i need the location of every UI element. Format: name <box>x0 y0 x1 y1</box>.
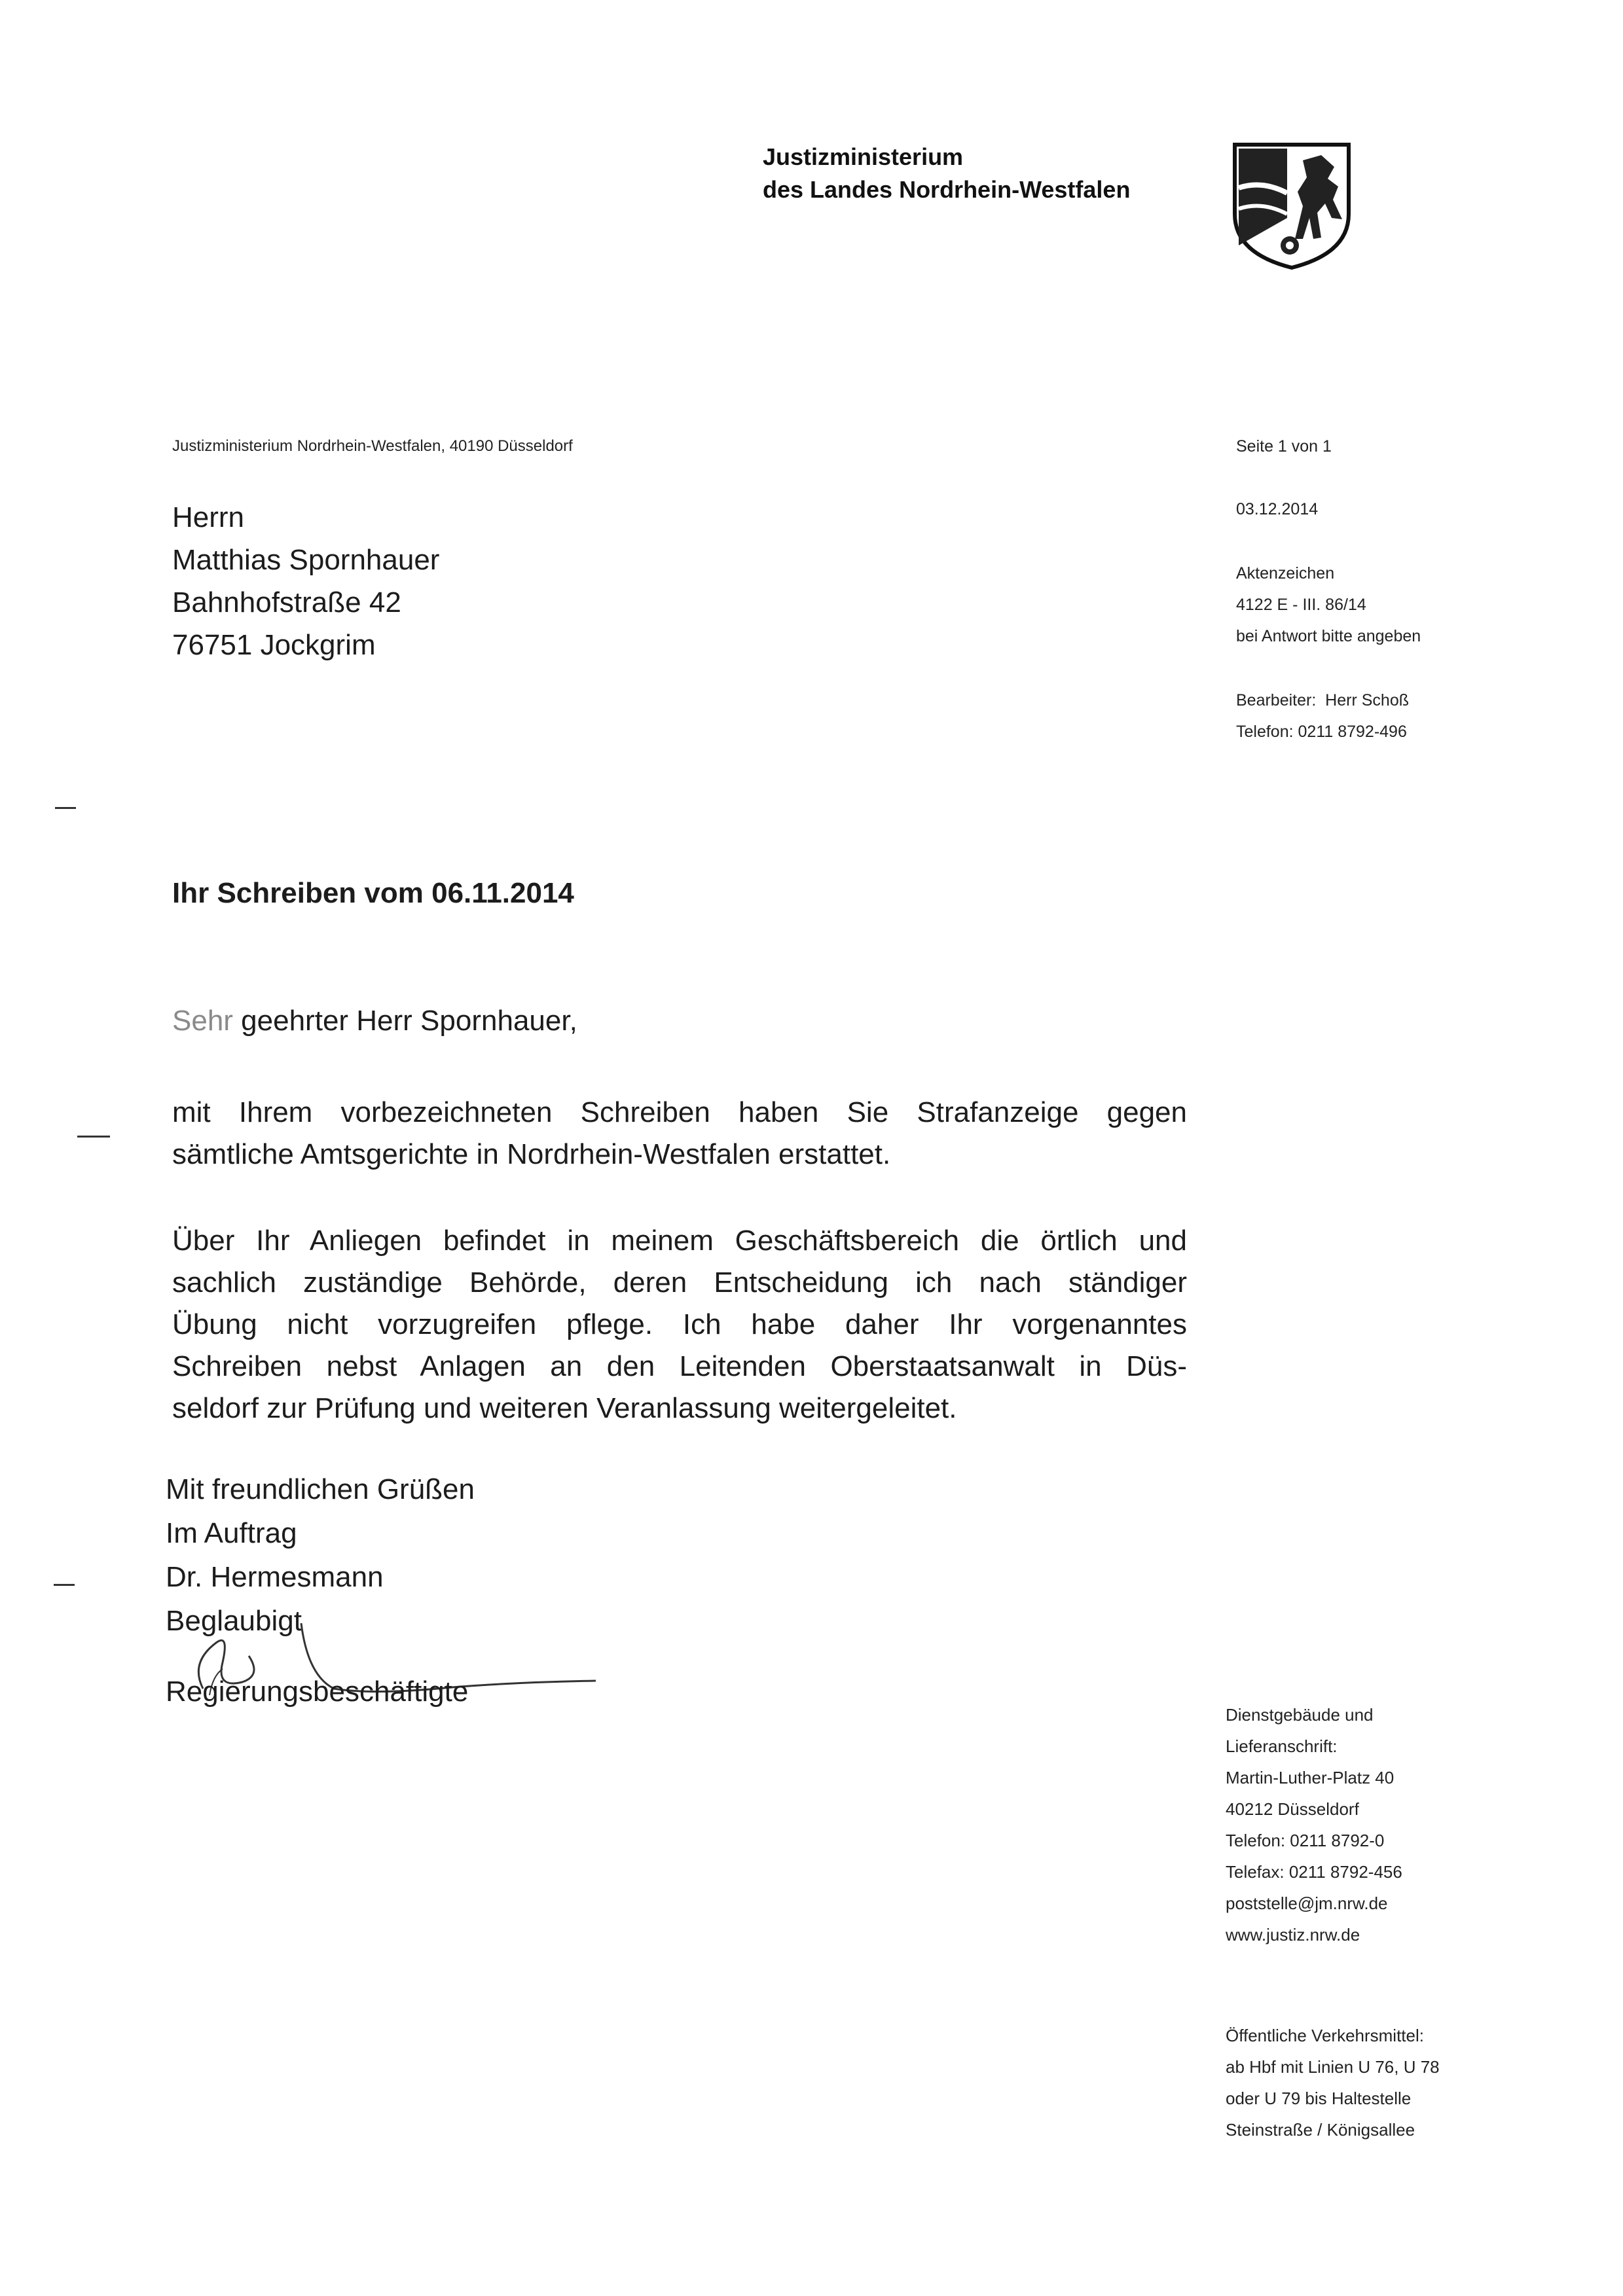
recipient-name: Matthias Spornhauer <box>172 544 440 576</box>
paragraph-line: Schreiben nebst Anlagen an den Leitenden Oberstaatsanwalt in Düs- <box>172 1350 1187 1382</box>
footer-website: www.justiz.nrw.de <box>1226 1925 1360 1945</box>
salutation <box>172 1005 577 1037</box>
paragraph-line: seldorf zur Prüfung und weiteren Veranlassung weitergeleitet. <box>172 1392 957 1424</box>
salutation-rest: geehrter Herr Spornhauer, <box>232 1005 577 1037</box>
return-address: Justizministerium Nordrhein-Westfalen, 40190 Düsseldorf <box>172 437 573 455</box>
fold-mark <box>55 807 76 809</box>
paragraph-line: Über Ihr Anliegen befindet in meinem Geschäftsbereich die örtlich und <box>172 1225 1187 1257</box>
reference-block <box>1236 558 1421 652</box>
closing-greeting: Mit freundlichen Grüßen <box>166 1473 475 1505</box>
footer-line: oder U 79 bis Haltestelle <box>1226 2089 1412 2108</box>
recipient-address <box>172 496 439 666</box>
closing-name: Dr. Hermesmann <box>166 1561 384 1593</box>
salutation-faded-word: Sehr <box>172 1005 233 1037</box>
closing-by-order: Im Auftrag <box>166 1517 297 1549</box>
footer-line: Dienstgebäude und <box>1226 1705 1374 1725</box>
paragraph-line: Übung nicht vorzugreifen pflege. Ich habe daher Ihr vorgenanntes <box>172 1308 1187 1340</box>
reference-label: Aktenzeichen <box>1236 564 1335 583</box>
clerk-block <box>1236 685 1409 747</box>
signer-title: Regierungsbeschäftigte <box>166 1676 469 1708</box>
punch-mark <box>77 1136 110 1138</box>
footer-line: Telefax: 0211 8792-456 <box>1226 1862 1402 1882</box>
footer-line: Martin-Luther-Platz 40 <box>1226 1768 1395 1787</box>
paragraph-line: mit Ihrem vorbezeichneten Schreiben haben Sie Strafanzeige gegen <box>172 1096 1187 1128</box>
footer-line: Telefon: 0211 8792-0 <box>1226 1831 1385 1850</box>
body-paragraph-1 <box>172 1092 1187 1175</box>
letterhead <box>763 141 1130 206</box>
paragraph-line: sachlich zuständige Behörde, deren Entscheidung ich nach ständiger <box>172 1266 1187 1299</box>
footer-line: 40212 Düsseldorf <box>1226 1799 1359 1819</box>
subject-line: Ihr Schreiben vom 06.11.2014 <box>172 877 574 909</box>
footer-line: Steinstraße / Königsallee <box>1226 2120 1415 2140</box>
footer-email: poststelle@jm.nrw.de <box>1226 1893 1388 1913</box>
ministry-state: des Landes Nordrhein-Westfalen <box>763 176 1131 203</box>
recipient-salutation: Herrn <box>172 501 245 533</box>
letter-date: 03.12.2014 <box>1236 500 1319 518</box>
footer-transit-info <box>1226 2020 1440 2145</box>
recipient-street: Bahnhofstraße 42 <box>172 586 401 619</box>
footer-building-info <box>1226 1699 1402 1950</box>
closing-certified: Beglaubigt <box>166 1605 302 1637</box>
page-number: Seite 1 von 1 <box>1236 437 1332 456</box>
clerk-name: Bearbeiter: Herr Schoß <box>1236 691 1409 709</box>
clerk-phone: Telefon: 0211 8792-496 <box>1236 723 1407 741</box>
footer-line: ab Hbf mit Linien U 76, U 78 <box>1226 2057 1440 2077</box>
footer-line: Öffentliche Verkehrsmittel: <box>1226 2026 1424 2045</box>
footer-line: Lieferanschrift: <box>1226 1736 1338 1756</box>
fold-mark <box>54 1584 75 1586</box>
reference-number: 4122 E - III. 86/14 <box>1236 596 1366 614</box>
ministry-name: Justizministerium <box>763 143 964 170</box>
body-paragraph-2 <box>172 1220 1187 1429</box>
reference-note: bei Antwort bitte angeben <box>1236 627 1421 645</box>
recipient-city: 76751 Jockgrim <box>172 629 376 661</box>
nrw-coat-of-arms-icon <box>1230 141 1354 270</box>
paragraph-line: sämtliche Amtsgerichte in Nordrhein-Westfalen erstattet. <box>172 1138 891 1170</box>
